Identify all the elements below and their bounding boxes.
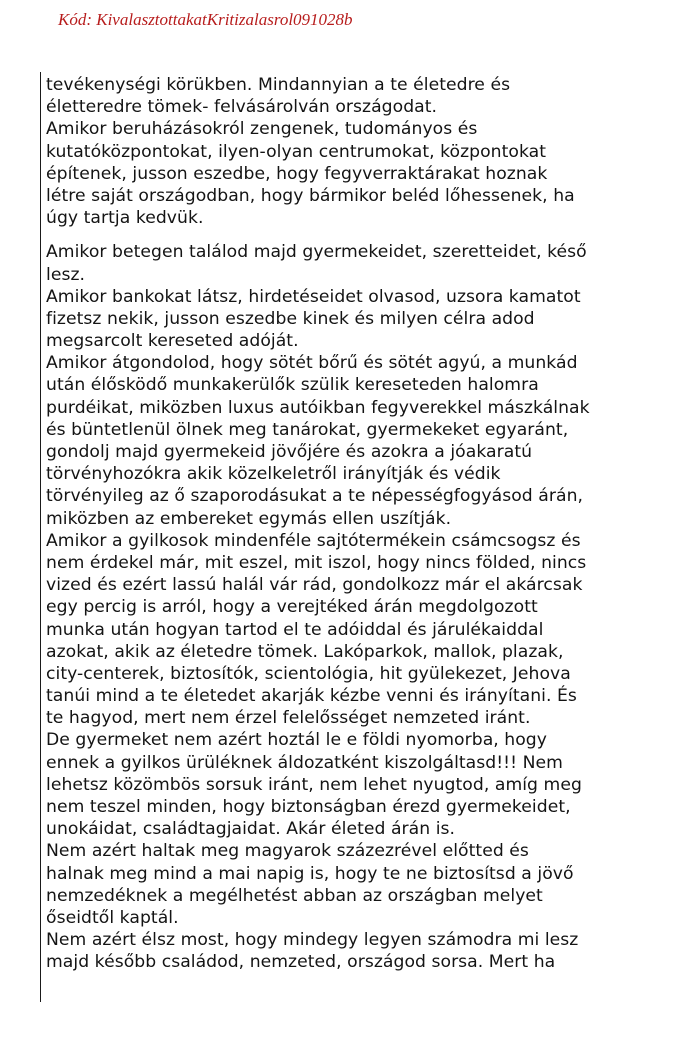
text-line: megsarcolt kereseted adóját. [46, 331, 299, 352]
text-line: azokat, akik az életedre tömek. Lakóparkok, mallok, plazak, [46, 641, 564, 662]
margin-rule [40, 72, 41, 1002]
text-line: tanúi mind a te életedet akarják kézbe venni és irányítani. És [46, 686, 577, 707]
text-line: törvényhozókra akik közelkeletről irányítják és védik [46, 464, 501, 485]
text-line: és büntetlenül ölnek meg tanárokat, gyermekeket egyaránt, [46, 419, 569, 440]
text-line: kutatóközpontokat, ilyen-olyan centrumokat, központokat [46, 141, 547, 162]
text-line: fizetsz nekik, jusson eszedbe kinek és milyen célra adod [46, 308, 535, 329]
text-line: nem teszel minden, hogy biztonságban érezd gyermekeidet, [46, 797, 571, 817]
text-line: city-centerek, biztosítók, scientológia, hit gyülekezet, Jehova [46, 663, 571, 684]
text-line: De gyermeket nem azért hoztál le e földi nyomorba, hogy [46, 730, 547, 751]
text-line: lesz. [46, 264, 86, 285]
text-line: majd később családod, nemzeted, országod sorsa. Mert ha [46, 952, 556, 973]
text-line: Amikor bankokat látsz, hirdetéseidet olvasod, uzsora kamatot [46, 286, 581, 307]
text-line: őseidtől kaptál. [46, 907, 179, 928]
text-line: ennek a gyilkos ürüléknek áldozatként kiszolgáltasd!!! Nem [46, 752, 563, 773]
text-line: miközben az embereket egymás ellen uszítják. [46, 508, 452, 529]
text-line: Amikor a gyilkosok mindenféle sajtótermékein csámcsogsz és [46, 530, 581, 551]
text-line: purdéikat, miközben luxus autóikban fegyverekkel mászkálnak [46, 397, 590, 418]
text-line: egy percig is arról, hogy a verejtéked árán megdolgozott [46, 597, 538, 618]
text-line: Amikor betegen találod majd gyermekeidet, szeretteidet, késő [46, 242, 587, 263]
text-line: Nem azért élsz most, hogy mindegy legyen számodra mi lesz [46, 930, 579, 951]
document-body [46, 74, 676, 974]
text-line: életteredre tömek- felvásárolván országodat. [46, 97, 438, 118]
paragraph-gap [46, 229, 676, 241]
text-line: Nem azért haltak meg magyarok százezrével előtted és [46, 841, 529, 862]
text-line: Amikor beruházásokról zengenek, tudományos és [46, 119, 478, 140]
text-line: építenek, jusson eszedbe, hogy fegyverraktárakat hoznak [46, 163, 548, 184]
text-line: gondolj majd gyermekeid jövőjére és azokra a jóakaratú [46, 442, 533, 462]
document-code-label: Kód: KivalasztottakatKritizalasrol091028b [58, 10, 353, 29]
text-line: te hagyod, mert nem érzel felelősséget nemzeted iránt. [46, 708, 531, 729]
text-line: munka után hogyan tartod el te adóiddal és járulékaiddal [46, 619, 544, 640]
text-line: vized és ezért lassú halál vár rád, gondolkozz már el akárcsak [46, 575, 583, 596]
text-line: halnak meg mind a mai napig is, hogy te ne biztosítsd a jövő [46, 863, 574, 884]
text-line: nemzedéknek a megélhetést abban az országban melyet [46, 885, 543, 906]
text-line: úgy tartja kedvük. [46, 208, 204, 229]
text-line: unokáidat, családtagjaidat. Akár életed árán is. [46, 819, 456, 840]
text-line: után élősködő munkakerülők szülik kereseteden halomra [46, 375, 539, 396]
text-line: létre saját országodban, hogy bármikor beléd lőhessenek, ha [46, 185, 575, 206]
text-line: lehetsz közömbös sorsuk iránt, nem lehet nyugtod, amíg meg [46, 774, 582, 795]
text-line: törvényileg az ő szaporodásukat a te népességfogyásod árán, [46, 486, 584, 507]
text-line: Amikor átgondolod, hogy sötét bőrű és sötét agyú, a munkád [46, 353, 578, 374]
text-line: tevékenységi körükben. Mindannyian a te életedre és [46, 75, 511, 95]
text-line: nem érdekel már, mit eszel, mit iszol, hogy nincs földed, nincs [46, 552, 587, 573]
